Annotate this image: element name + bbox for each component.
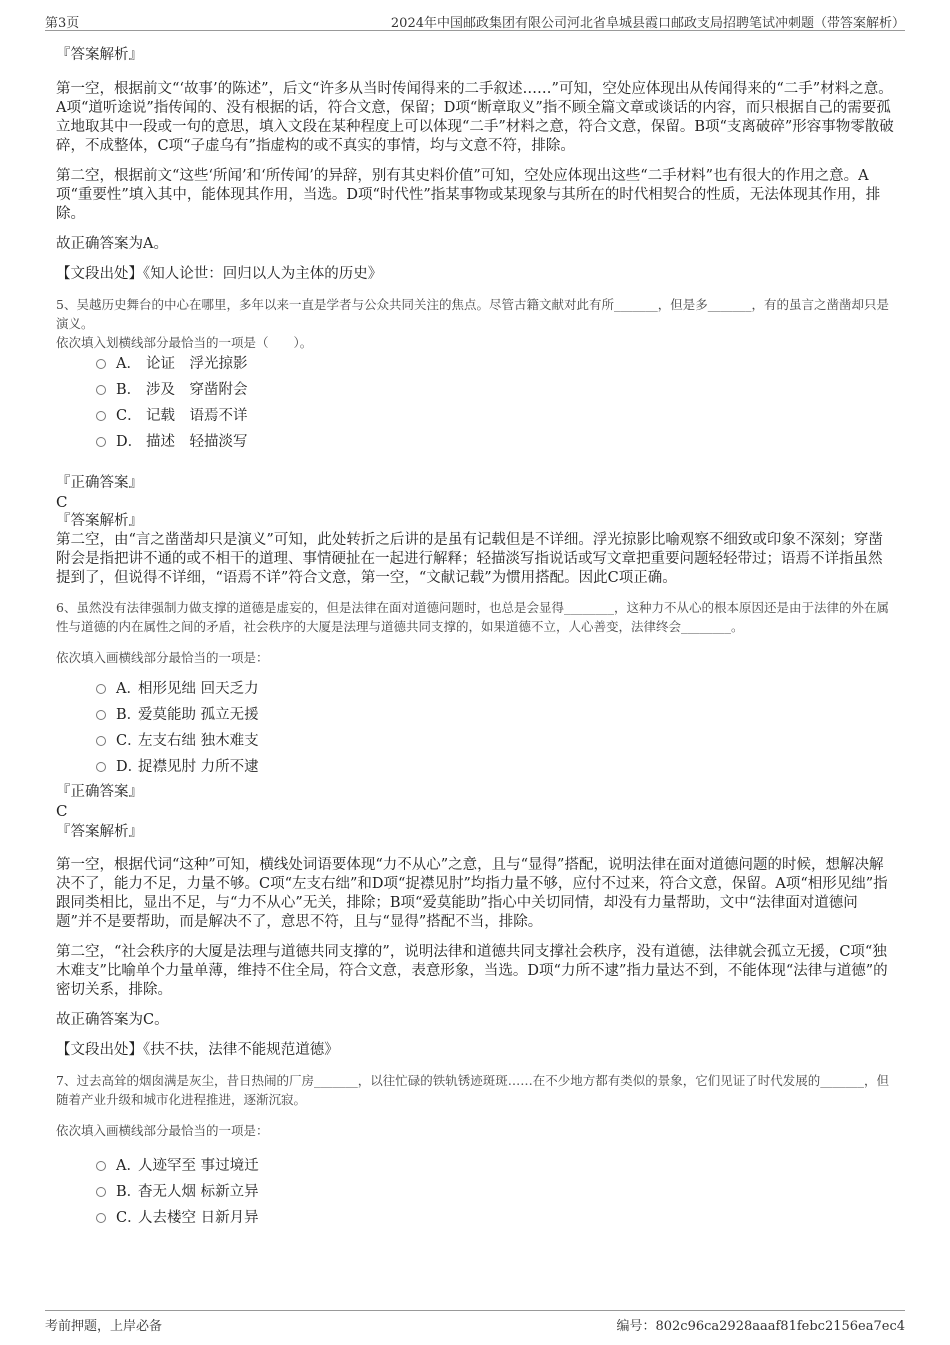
- page-footer: [45, 1310, 905, 1333]
- option-a[interactable]: A．相形见绌 回天乏力: [96, 679, 894, 699]
- analysis-paragraph: 第一空，根据前文“‘故事’的陈述”，后文“许多从当时传闻得来的二手叙述……”可知，空处应体现出从传闻得来的“二手”材料之意。A项“道听途说”指传闻的、没有根据的话，符合文意，保留；D项“断章取义”指不顾全篇文章或谈话的内容，而只根据自己的需要孤立地取其中一段或一句的意思，填入文段在某种程度上可以体现“二手”材料之意，符合文意，保留。B项“支离破碎”形容事物零散破碎，不成整体，C项“子虚乌有”指虚构的或不真实的事情，均与文意不符，排除。: [56, 81, 894, 154]
- option-c[interactable]: C． 记载 语焉不详: [96, 406, 894, 426]
- analysis-paragraph: 第二空，根据前文“这些‘所闻’和‘所传闻’的异辞，别有其史料价值”可知，空处应体现出这些“二手材料”也有很大的作用之意。A项“重要性”填入其中，能体现其作用，当选。D项“时代性”指某事物或某现象与其所在的时代相契合的性质，无法体现其作用，排除。: [56, 168, 881, 222]
- document-id: 编号：802c96ca2928aaaf81febc2156ea7ec4: [616, 1319, 905, 1334]
- correct-answer: C: [56, 802, 68, 820]
- answer-conclusion: 故正确答案为C。: [56, 1012, 169, 1028]
- source-citation: 【文段出处】《知人论世：回归以人为主体的历史》: [56, 266, 383, 282]
- option-c[interactable]: C．人去楼空 日新月异: [96, 1208, 894, 1228]
- question-instruction: 依次填入画横线部分最恰当的一项是：: [56, 650, 269, 665]
- radio-icon[interactable]: [96, 684, 106, 694]
- analysis-label: 『答案解析』: [56, 513, 143, 529]
- radio-icon[interactable]: [96, 411, 106, 421]
- analysis-paragraph: 第一空，根据代词“这种”可知，横线处词语要体现“力不从心”之意，且与“显得”搭配，说明法律在面对道德问题的时候，想解决解决不了，能力不足，力量不够。C项“左支右绌”和D项“捉襟见肘”均指力量不够，应付不过来，符合文意，保留。A项“相形见绌”指跟同类相比，显出不足，与“力不从心”无关，排除；B项“爱莫能助”指心中关切同情，却没有力量帮助，文中“法律面对道德问题”并不是要帮助，而是解决不了，意思不符，且与“显得”搭配不当，排除。: [56, 857, 888, 930]
- analysis-paragraph: 第二空，由“言之凿凿却只是演义”可知，此处转折之后讲的是虽有记载但是不详细。浮光掠影比喻观察不细致或印象不深刻；穿凿附会是指把讲不通的或不相干的道理、事情硬扯在一起进行解释；轻描淡写指说话或写文章把重要问题轻轻带过；语焉不详指虽然提到了，但说得不详细，“语焉不详”符合文意，第一空，“文献记载”为惯用搭配。因此C项正确。: [56, 532, 883, 586]
- analysis-paragraph: 第二空，“社会秩序的大厦是法理与道德共同支撑的”，说明法律和道德共同支撑社会秩序，没有道德，法律就会孤立无援，C项“独木难支”比喻单个力量单薄，维持不住全局，符合文意，表意形象，当选。D项“力所不逮”指力量达不到，不能体现“法律与道德”的密切关系，排除。: [56, 944, 888, 998]
- option-b[interactable]: B．杳无人烟 标新立异: [96, 1182, 894, 1202]
- source-citation: 【文段出处】《扶不扶，法律不能规范道德》: [56, 1042, 339, 1058]
- page-header: [45, 10, 905, 31]
- footer-slogan: 考前押题，上岸必备: [45, 1319, 163, 1334]
- option-a[interactable]: A．人迹罕至 事过境迁: [96, 1156, 894, 1176]
- radio-icon[interactable]: [96, 385, 106, 395]
- radio-icon[interactable]: [96, 736, 106, 746]
- question-stem: 5、吴越历史舞台的中心在哪里，多年以来一直是学者与公众共同关注的焦点。尽管古籍文献对此有所_______，但是多_______，有的虽言之凿凿却只是演义。: [56, 297, 889, 331]
- option-b[interactable]: B． 涉及 穿凿附会: [96, 380, 894, 400]
- question-stem: 6、虽然没有法律强制力做支撑的道德是虚妄的，但是法律在面对道德问题时，也总是会显得________，这种力不从心的根本原因还是由于法律的外在属性与道德的内在属性之间的矛盾，社会秩序的大厦是法理与道德共同支撑的，如果道德不立，人心善变，法律终会________。: [56, 600, 889, 634]
- option-d[interactable]: D．捉襟见肘 力所不逮: [96, 757, 894, 777]
- option-c[interactable]: C．左支右绌 独木难支: [96, 731, 894, 751]
- radio-icon[interactable]: [96, 762, 106, 772]
- question-stem: 7、过去高耸的烟囱满是灰尘，昔日热闹的厂房_______，以往忙碌的铁轨锈迹斑斑……在不少地方都有类似的景象，它们见证了时代发展的_______，但随着产业升级和城市化进程推进，逐渐沉寂。: [56, 1073, 889, 1107]
- question-instruction: 依次填入划横线部分最恰当的一项是（ ）。: [56, 335, 313, 350]
- option-d[interactable]: D． 描述 轻描淡写: [96, 432, 894, 452]
- analysis-label: 『答案解析』: [56, 47, 143, 63]
- radio-icon[interactable]: [96, 710, 106, 720]
- radio-icon[interactable]: [96, 359, 106, 369]
- analysis-label: 『答案解析』: [56, 824, 143, 840]
- document-title: 2024年中国邮政集团有限公司河北省阜城县霞口邮政支局招聘笔试冲刺题（带答案解析）: [390, 16, 905, 31]
- option-list: [56, 679, 894, 777]
- question-instruction: 依次填入画横线部分最恰当的一项是：: [56, 1123, 269, 1138]
- page-number: 第3页: [45, 16, 80, 31]
- option-b[interactable]: B．爱莫能助 孤立无援: [96, 705, 894, 725]
- correct-answer: C: [56, 493, 68, 511]
- option-a[interactable]: A． 论证 浮光掠影: [96, 354, 894, 374]
- radio-icon[interactable]: [96, 437, 106, 447]
- correct-answer-label: 『正确答案』: [56, 475, 143, 491]
- radio-icon[interactable]: [96, 1161, 106, 1171]
- option-list: [56, 354, 894, 452]
- radio-icon[interactable]: [96, 1187, 106, 1197]
- page-content: [56, 46, 894, 1234]
- option-list: [56, 1156, 894, 1228]
- correct-answer-label: 『正确答案』: [56, 784, 143, 800]
- answer-conclusion: 故正确答案为A。: [56, 236, 168, 252]
- radio-icon[interactable]: [96, 1213, 106, 1223]
